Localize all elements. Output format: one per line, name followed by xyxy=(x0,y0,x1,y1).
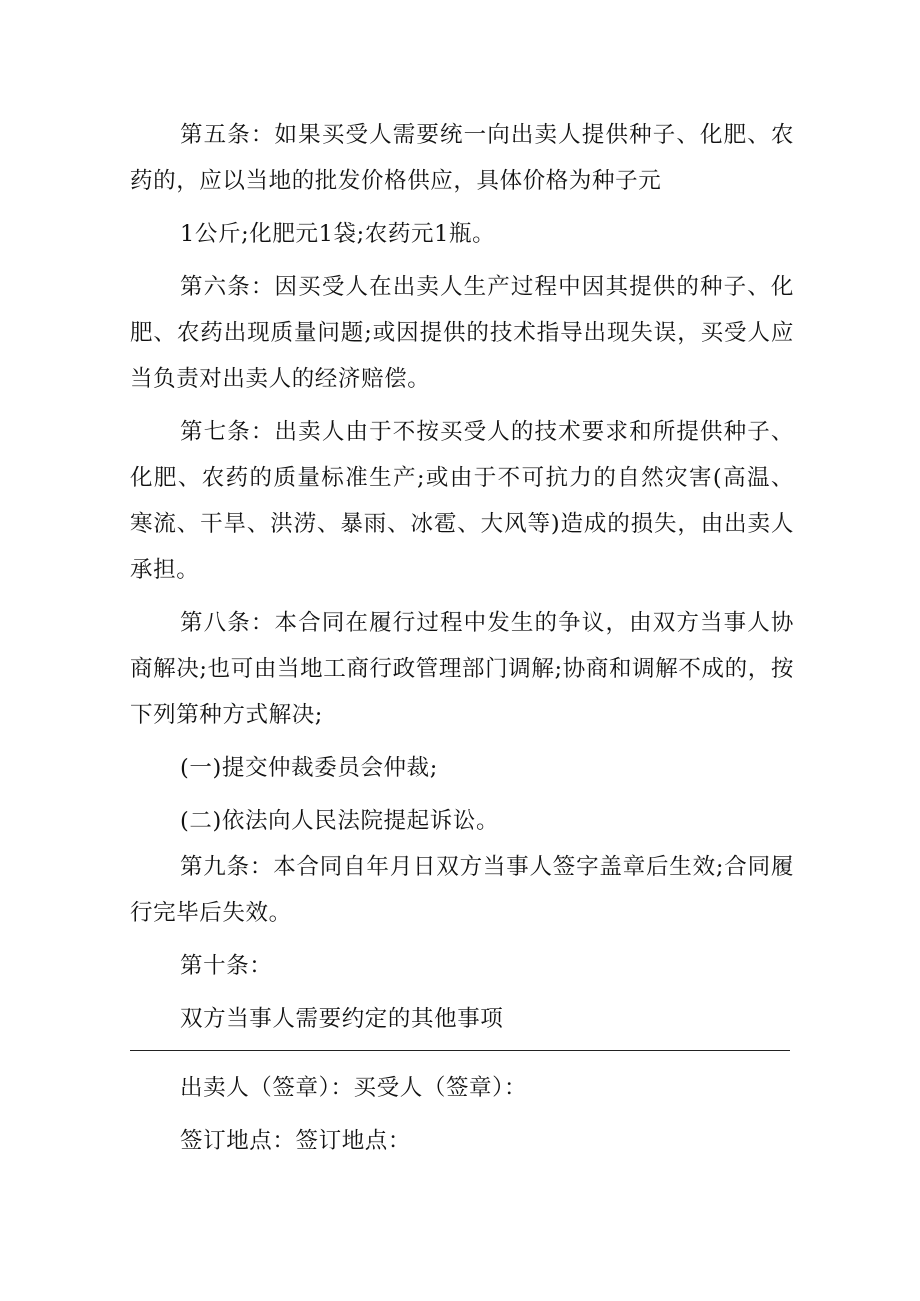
contract-page xyxy=(130,112,794,1164)
article-6: 第六条：因买受人在出卖人生产过程中因其提供的种子、化肥、农药出现质量问题;或因提供的技术指导出现失误，买受人应当负责对出卖人的经济赔偿。 xyxy=(130,274,794,392)
divider-line xyxy=(130,1050,790,1051)
dispute-option-1: (一)提交仲裁委员会仲裁; xyxy=(180,755,438,781)
article-7: 第七条：出卖人由于不按买受人的技术要求和所提供种子、化肥、农药的质量标准生产;或由于不可抗力的自然灾害(高温、寒流、干旱、洪涝、暴雨、冰雹、大风等)造成的损失，由出卖人承担。 xyxy=(130,419,794,583)
signature-place: 签订地点：签订地点： xyxy=(180,1128,412,1154)
signature-parties: 出卖人（签章）：买受人（签章）： xyxy=(180,1075,528,1101)
article-8: 第八条：本合同在履行过程中发生的争议，由双方当事人协商解决;也可由当地工商行政管理部门调解;协商和调解不成的，按下列第种方式解决; xyxy=(130,610,794,728)
article-9: 第九条：本合同自年月日双方当事人签字盖章后生效;合同履行完毕后失效。 xyxy=(130,854,794,926)
dispute-option-2: (二)依法向人民法院提起诉讼。 xyxy=(180,808,500,834)
article-10: 第十条： xyxy=(180,953,273,979)
article-5-prices: 1公斤;化肥元1袋;农药元1瓶。 xyxy=(180,221,496,247)
article-5: 第五条：如果买受人需要统一向出卖人提供种子、化肥、农药的，应以当地的批发价格供应，具体价格为种子元 xyxy=(130,122,794,194)
other-matters: 双方当事人需要约定的其他事项 xyxy=(180,1006,504,1032)
